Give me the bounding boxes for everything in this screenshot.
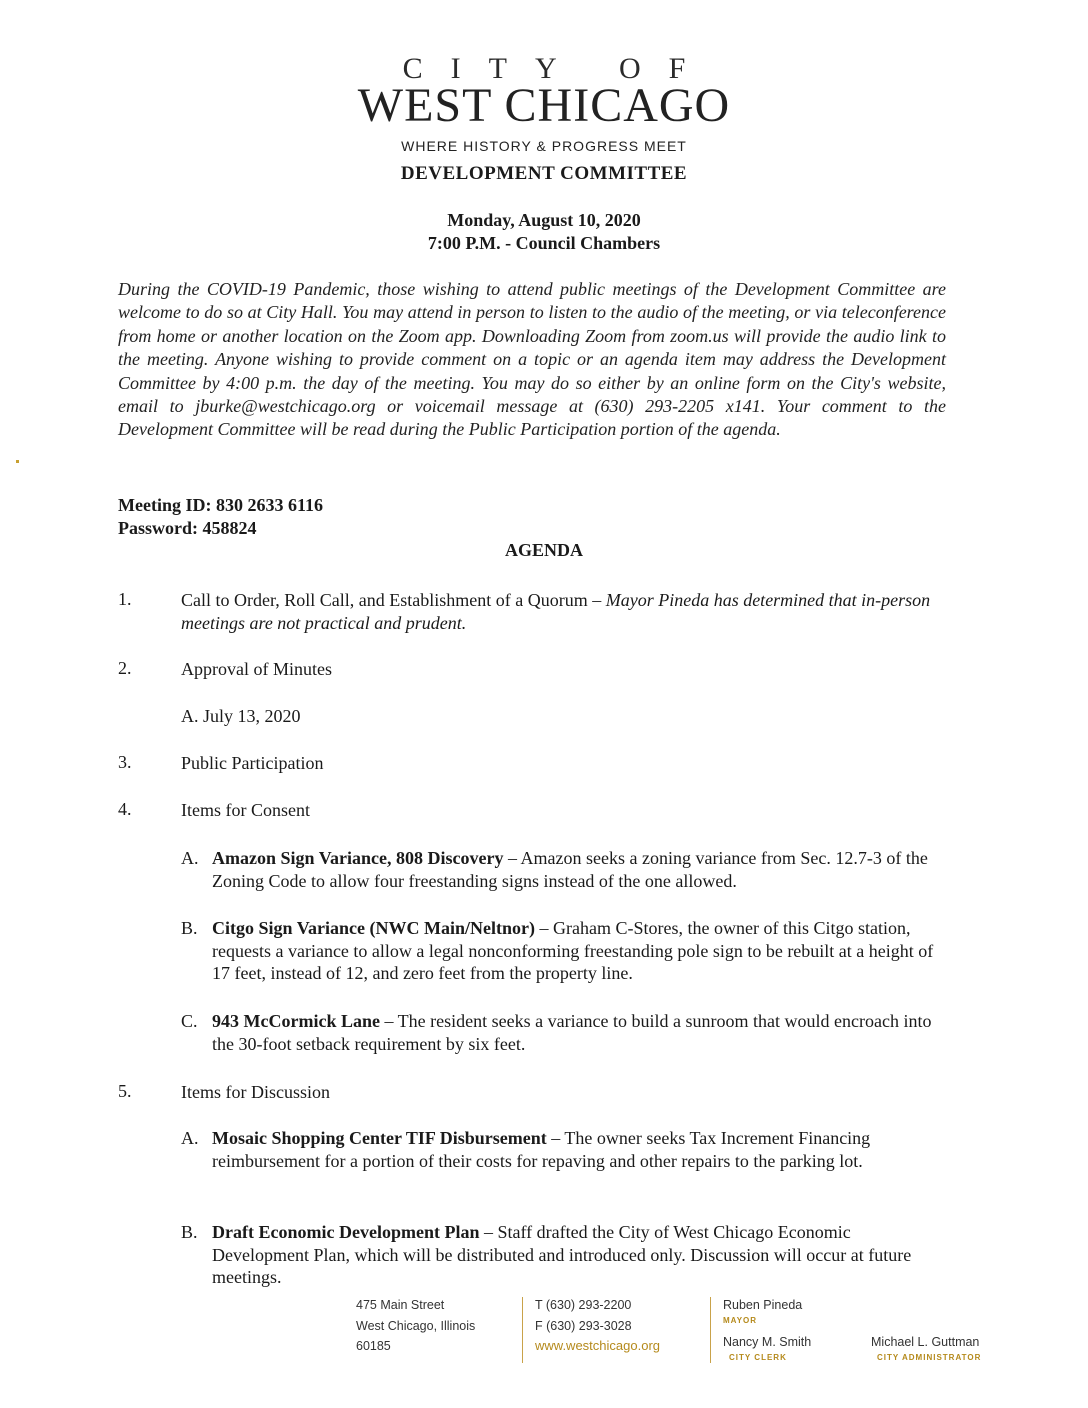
administrator-title: CITY ADMINISTRATOR bbox=[877, 1352, 982, 1362]
agenda-subitem-4c bbox=[181, 1010, 941, 1055]
agenda-subitem-4a bbox=[181, 847, 941, 892]
agenda-item-5: Items for Discussion bbox=[181, 1082, 330, 1102]
footer-divider bbox=[522, 1297, 523, 1363]
subitem-text: July 13, 2020 bbox=[203, 706, 301, 726]
agenda-item-number: 1. bbox=[118, 589, 132, 609]
footer-clerk bbox=[723, 1332, 811, 1363]
agenda-item-2: Approval of Minutes bbox=[181, 659, 332, 679]
covid-notice: During the COVID-19 Pandemic, those wishing to attend public meetings of the Development Committee are welcome to do so at City Hall. You may attend in person to listen to the audio of the meeting, or via teleconference from home or another location on the Zoom app. Downloading Zoom from zoom.us will provide the audio link to the meeting. Anyone wishing to provide comment on a topic or an agenda item may address the Development Committee by 4:00 p.m. the day of the meeting. You may do so either by an online form on the City's website, email to jburke@westchicago.org or voicemail message at (630) 293-2205 x141. Your comment to the Development Committee will be read during the Public Participation portion of the agenda. bbox=[118, 279, 946, 440]
subitem-title: Draft Economic Development Plan bbox=[212, 1222, 480, 1242]
subitem-text: – Amazon seeks a zoning variance from Sec. 12.7-3 of the Zoning Code to allow four freestanding signs instead of the one allowed. bbox=[212, 848, 928, 891]
agenda-subitem-2a bbox=[181, 705, 301, 728]
letterhead-tagline: WHERE HISTORY & PROGRESS MEET bbox=[401, 138, 687, 154]
subitem-text: – The owner seeks Tax Increment Financing reimbursement for a portion of their costs for repaving and other repairs to the parking lot. bbox=[212, 1128, 871, 1171]
clerk-name: Nancy M. Smith bbox=[723, 1335, 812, 1349]
subitem-letter: A. bbox=[181, 706, 199, 726]
subitem-text: – Staff drafted the City of West Chicago Economic Development Plan, which will be distributed and introduced only. Discussion will occur at future meetings. bbox=[212, 1222, 912, 1287]
subitem-letter: A. bbox=[181, 848, 199, 868]
agenda-item-3: Public Participation bbox=[181, 753, 324, 773]
agenda-subitem-5a bbox=[181, 1127, 941, 1172]
footer-address-line: 475 Main Street bbox=[356, 1298, 445, 1312]
subitem-title: Amazon Sign Variance, 808 Discovery bbox=[212, 848, 504, 868]
agenda-subitem-5b bbox=[181, 1221, 941, 1289]
agenda-item-note: Mayor Pineda has determined that in-person meetings are not practical and prudent. bbox=[181, 590, 931, 633]
agenda-item-number: 5. bbox=[118, 1081, 132, 1101]
agenda-item-number: 3. bbox=[118, 752, 132, 772]
agenda-item-number: 4. bbox=[118, 799, 132, 819]
meeting-password: Password: 458824 bbox=[118, 518, 257, 538]
subitem-title: Mosaic Shopping Center TIF Disbursement bbox=[212, 1128, 547, 1148]
administrator-name: Michael L. Guttman bbox=[871, 1335, 980, 1349]
agenda-item-number: 2. bbox=[118, 658, 132, 678]
clerk-title: CITY CLERK bbox=[729, 1352, 787, 1362]
subitem-letter: A. bbox=[181, 1128, 199, 1148]
scan-speck bbox=[16, 460, 19, 463]
footer-contact bbox=[535, 1295, 660, 1357]
footer-address-line: 60185 bbox=[356, 1339, 391, 1353]
agenda-title: AGENDA bbox=[504, 540, 583, 560]
agenda-item-1 bbox=[181, 589, 931, 635]
subitem-title: Citgo Sign Variance (NWC Main/Neltnor) bbox=[212, 918, 535, 938]
subitem-text: – The resident seeks a variance to build a sunroom that would encroach into the 30-foot setback requirement by six feet. bbox=[212, 1011, 932, 1054]
letterhead-city-of: CITY OF bbox=[402, 52, 714, 85]
footer-administrator bbox=[871, 1332, 981, 1363]
subitem-letter: C. bbox=[181, 1011, 198, 1031]
agenda-item-text: Call to Order, Roll Call, and Establishment of a Quorum – bbox=[181, 590, 606, 610]
agenda-subitem-4b bbox=[181, 917, 941, 985]
footer-divider bbox=[710, 1297, 711, 1363]
letterhead-city-name: WEST CHICAGO bbox=[357, 79, 731, 132]
subitem-letter: B. bbox=[181, 918, 198, 938]
subitem-text: – Graham C-Stores, the owner of this Citgo station, requests a variance to allow a legal nonconforming freestanding pole sign to be rebuilt at a height of 17 feet, instead of 12, and zero feet from the property line. bbox=[212, 918, 934, 983]
footer-address bbox=[356, 1295, 475, 1357]
footer-website[interactable]: www.westchicago.org bbox=[535, 1338, 660, 1353]
footer-fax: F (630) 293-3028 bbox=[535, 1318, 632, 1333]
subitem-title: 943 McCormick Lane bbox=[212, 1011, 380, 1031]
meeting-date: Monday, August 10, 2020 bbox=[447, 210, 641, 230]
agenda-item-4: Items for Consent bbox=[181, 800, 310, 820]
meeting-time-location: 7:00 P.M. - Council Chambers bbox=[427, 233, 661, 253]
footer-address-line: West Chicago, Illinois bbox=[356, 1318, 476, 1333]
meeting-id: Meeting ID: 830 2633 6116 bbox=[118, 495, 323, 515]
mayor-title: MAYOR bbox=[723, 1315, 758, 1325]
committee-title: DEVELOPMENT COMMITTEE bbox=[400, 163, 688, 184]
mayor-name: Ruben Pineda bbox=[723, 1298, 803, 1312]
footer-mayor bbox=[723, 1295, 802, 1326]
footer-phone: T (630) 293-2200 bbox=[535, 1298, 632, 1312]
subitem-letter: B. bbox=[181, 1222, 198, 1242]
